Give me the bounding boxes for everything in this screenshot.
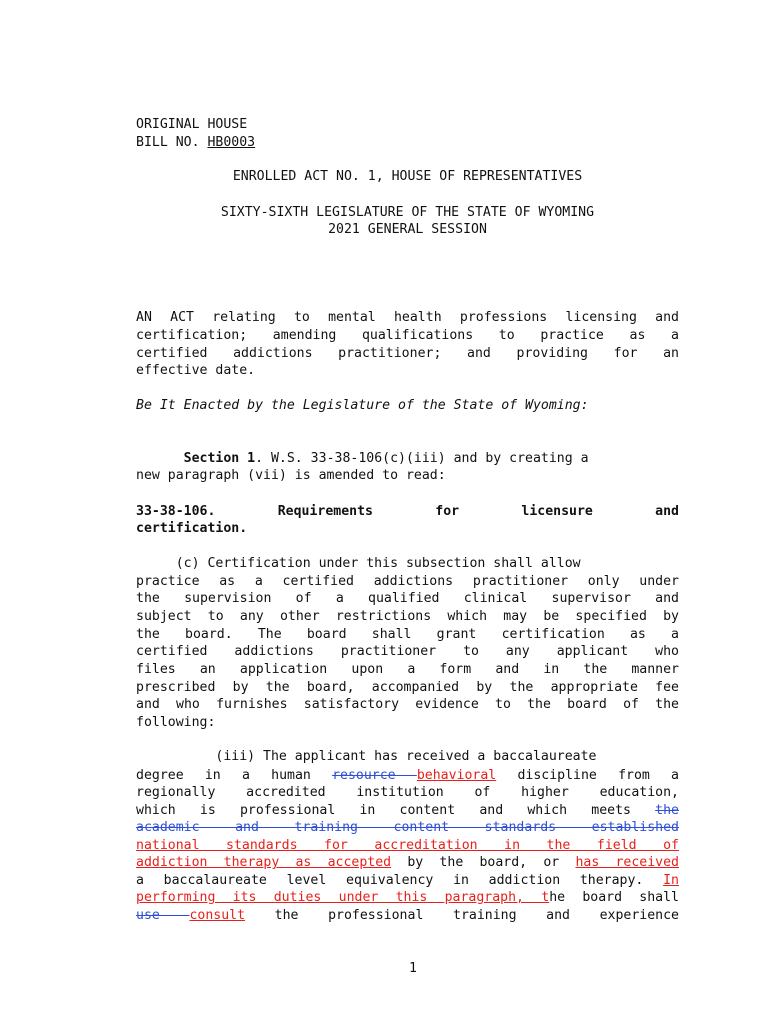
- original-house: ORIGINAL HOUSE: [136, 117, 248, 132]
- deleted-text: use: [136, 908, 190, 923]
- para-c-line-10: following:: [136, 715, 216, 730]
- section1-rest: . W.S. 33-38-106(c)(iii) and by creating a: [255, 451, 589, 466]
- inserted-text: consult: [189, 908, 246, 923]
- inserted-text: addiction therapy as accepted: [136, 855, 392, 870]
- para-iii-line-4: which is professional in content and which meets the: [136, 803, 679, 818]
- bill-no: HB0003: [207, 135, 256, 150]
- inserted-text: behavioral: [416, 768, 497, 783]
- enrolled-act: ENROLLED ACT NO. 1, HOUSE OF REPRESENTATIVES: [232, 169, 583, 184]
- para-c-line-4: subject to any other restrictions which may be specified by: [136, 609, 679, 624]
- para-c-line-9: and who furnishes satisfactory evidence to the board of the: [136, 697, 679, 712]
- para-c-line-8: prescribed by the board, accompanied by the appropriate fee: [136, 680, 679, 695]
- bill-number-line: [136, 134, 679, 152]
- enacting-clause: Be It Enacted by the Legislature of the State of Wyoming:: [136, 398, 589, 413]
- title-line-3: certified addictions practitioner; and providing for an: [136, 346, 679, 361]
- inserted-text: has received: [575, 855, 679, 870]
- bill-no-label: BILL NO.: [136, 135, 208, 150]
- title-line-1: AN ACT relating to mental health professions licensing and: [136, 310, 679, 325]
- para-c-line-2: practice as a certified addictions practitioner only under: [136, 574, 679, 589]
- para-iii-line-9: performing its duties under this paragraph, the board shall: [136, 890, 679, 905]
- para-iii-line-5: academic and training content standards established: [136, 820, 679, 835]
- para-c-line-6: certified addictions practitioner to any applicant who: [136, 644, 679, 659]
- para-c-line-5: the board. The board shall grant certification as a: [136, 627, 679, 642]
- section1-line2: new paragraph (vii) is amended to read:: [136, 468, 446, 483]
- page-number: 1: [409, 961, 417, 976]
- para-c-line-1: (c) Certification under this subsection shall allow: [136, 556, 581, 571]
- section-label: Section 1: [183, 451, 256, 466]
- para-iii-line-1: (iii) The applicant has received a baccalaureate: [136, 749, 597, 764]
- heading-line1: 33-38-106. Requirements for licensure and: [136, 504, 679, 519]
- para-c-line-3: the supervision of a qualified clinical supervisor and: [136, 591, 679, 606]
- para-iii-line-3: regionally accredited institution of higher education,: [136, 785, 679, 800]
- para-iii-line-8: a baccalaureate level equivalency in addiction therapy. In: [136, 873, 679, 888]
- deleted-text: the: [655, 803, 679, 818]
- heading-line2: certification.: [136, 521, 248, 536]
- inserted-text: In: [663, 873, 679, 888]
- section1-line1: [136, 450, 679, 468]
- para-iii-line-7: addiction therapy as accepted by the board, or has received: [136, 855, 679, 870]
- title-line-2: certification; amending qualifications to practice as a: [136, 328, 679, 343]
- para-iii-line-2: degree in a human resource behavioral discipline from a: [136, 768, 679, 783]
- para-c-line-7: files an application upon a form and in the manner: [136, 662, 679, 677]
- inserted-text: performing its duties under this paragraph, t: [136, 890, 550, 905]
- para-iii-line-6: national standards for accreditation in the field of: [136, 838, 679, 853]
- title-line-4: effective date.: [136, 363, 256, 378]
- legislature: SIXTY-SIXTH LEGISLATURE OF THE STATE OF WYOMING: [220, 205, 595, 220]
- session: 2021 GENERAL SESSION: [328, 222, 487, 237]
- deleted-text: resource: [332, 768, 417, 783]
- para-iii-line-10: use consult the professional training and experience: [136, 908, 679, 923]
